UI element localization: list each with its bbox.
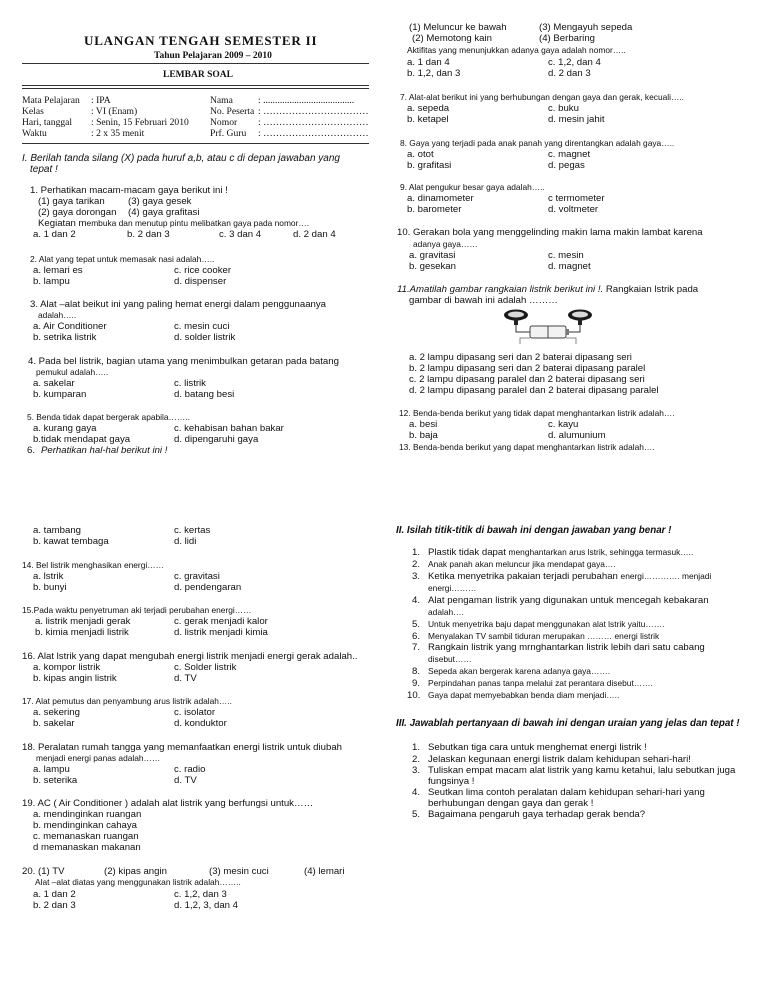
answer-option[interactable]: b. lampu	[33, 276, 70, 287]
answer-option[interactable]: a. sekering	[33, 707, 80, 718]
answer-option[interactable]: a. lampu	[33, 764, 70, 775]
essay-question: Bagaimana pengaruh gaya terhadap gerak benda?	[428, 809, 646, 820]
list-number: 4.	[412, 787, 421, 798]
section-1-heading-cont: tepat !	[30, 164, 58, 175]
answer-option[interactable]: b. baja	[409, 430, 438, 441]
answer-option[interactable]: d. dipengaruhi gaya	[174, 434, 259, 445]
info-label: Waktu	[22, 128, 47, 139]
question-stem: 16. Alat lstrik yang dapat mengubah energi listrik menjadi energi gerak adalah..	[22, 651, 358, 662]
question-stem: 8. Gaya yang terjadi pada anak panah yang direntangkan adalah gaya…..	[400, 138, 675, 148]
info-label: Mata Pelajaran	[22, 95, 80, 106]
answer-option[interactable]: b. seterika	[33, 775, 78, 786]
question-stem: 17. Alat pemutus dan penyambung arus listrik adalah…..	[22, 696, 232, 706]
answer-option[interactable]: c. kehabisan bahan bakar	[174, 423, 284, 434]
fill-in-item[interactable]: Ketika menyetrika pakaian terjadi perubahan energi…………. menjadi	[428, 571, 712, 582]
list-item: (1) gaya tarikan	[38, 196, 105, 207]
answer-option[interactable]: d. TV	[174, 775, 197, 786]
answer-option[interactable]: b. kipas angin listrik	[33, 673, 117, 684]
list-item: (4) gaya grafitasi	[128, 207, 200, 218]
answer-option[interactable]: a. lstrik	[33, 571, 64, 582]
essay-question-cont: berhubungan dengan gaya dan gerak !	[428, 798, 594, 809]
info-value: : 2 x 35 menit	[91, 128, 145, 139]
info-label: Nama	[210, 95, 233, 106]
answer-option[interactable]: d. 2 lampu dipasang paralel dan 2 baterai dipasang paralel	[409, 385, 659, 396]
lamp-left-icon	[504, 310, 528, 326]
fill-in-item-cont[interactable]: adalah….	[428, 607, 464, 617]
question-stem: 11.Amatilah gambar rangkaian listrik berikut ini !. Rangkaian lstrik pada	[397, 284, 699, 295]
fill-in-item[interactable]: Sepeda akan bergerak karena adanya gaya…….	[428, 666, 611, 676]
circuit-diagram	[480, 308, 610, 350]
answer-option[interactable]: d. pendengaran	[174, 582, 242, 593]
question-stem: 15.Pada waktu penyetruman aki terjadi perubahan energi……	[22, 605, 252, 615]
answer-option[interactable]: c. Solder listrik	[174, 662, 237, 673]
answer-option[interactable]: b. bunyi	[33, 582, 67, 593]
section-1-heading: I. Berilah tanda silang (X) pada huruf a,b, atau c di depan jawaban yang	[22, 153, 340, 164]
lamp-right-icon	[568, 310, 592, 326]
list-number: 3.	[412, 765, 421, 776]
answer-option[interactable]: c. magnet	[548, 149, 591, 160]
list-item: (2) kipas angin	[104, 866, 167, 877]
answer-option[interactable]: c. gravitasi	[174, 571, 220, 582]
question-stem: 10. Gerakan bola yang menggelinding makin lama makin lambat karena	[397, 227, 703, 238]
list-number: 1.	[412, 742, 421, 753]
question-stem: 13. Benda-benda berikut yang dapat menghantarkan listrik adalah….	[399, 442, 655, 452]
answer-option[interactable]: a. 1 dan 2	[33, 229, 76, 240]
answer-option[interactable]: a. tambang	[33, 525, 82, 536]
list-number: 2.	[412, 559, 421, 570]
question-stem: 1. Perhatikan macam-macam gaya berikut ini !	[30, 185, 228, 196]
name-field[interactable]: : ......................................	[258, 95, 355, 106]
answer-option[interactable]: c. kertas	[174, 525, 211, 536]
answer-option[interactable]: d. mesin jahit	[548, 114, 605, 125]
list-item: (3) Mengayuh sepeda	[539, 22, 633, 33]
question-stem: 12. Benda-benda berikut yang tidak dapat menghantarkan listrik adalah….	[399, 408, 675, 418]
question-stem: 2. Alat yang tepat untuk memasak nasi adalah…..	[30, 254, 215, 264]
question-stem: menjadi energi panas adalah……	[36, 753, 161, 763]
list-item: (4) Berbaring	[539, 33, 595, 44]
answer-option[interactable]: c. buku	[548, 103, 579, 114]
answer-option[interactable]: a. kompor listrik	[33, 662, 101, 673]
list-number: 5.	[412, 619, 421, 630]
question-stem: 5. Benda tidak dapat bergerak apabila……..	[27, 412, 190, 422]
answer-option[interactable]: c. 2 lampu dipasang paralel dan 2 baterai dipasang seri	[409, 374, 645, 385]
answer-option[interactable]: a. 1 dan 4	[407, 57, 450, 68]
question-stem: 4. Pada bel listrik, bagian utama yang menimbulkan getaran pada batang	[28, 356, 339, 367]
list-number: 3.	[412, 571, 421, 582]
answer-option[interactable]: c. 3 dan 4	[219, 229, 262, 240]
answer-option[interactable]: d. lidi	[174, 536, 197, 547]
list-number: 2.	[412, 754, 421, 765]
essay-question-cont: fungsinya !	[428, 776, 475, 787]
answer-option[interactable]: b. 2 dan 3	[33, 900, 76, 911]
answer-option[interactable]: d. solder listrik	[174, 332, 236, 343]
answer-option[interactable]: a. sakelar	[33, 378, 75, 389]
question-number: 6.	[27, 445, 36, 456]
list-number: 7.	[412, 642, 421, 653]
list-number: 1.	[412, 547, 421, 558]
question-stem: Aktifitas yang menunjukkan adanya gaya adalah nomor…..	[407, 45, 626, 55]
info-label: Nomor	[210, 117, 238, 128]
answer-option[interactable]: a. Air Conditioner	[33, 321, 107, 332]
question-stem: adalah…..	[38, 310, 77, 320]
section-2-heading: II. Isilah titik-titik di bawah ini dengan jawaban yang benar !	[396, 525, 672, 536]
answer-option[interactable]: a. otot	[407, 149, 434, 160]
fill-in-item[interactable]: Perpindahan panas tanpa melalui zat perantara disebut…….	[428, 678, 653, 688]
answer-option[interactable]: b. setrika listrik	[33, 332, 97, 343]
essay-question: Seutkan lima contoh peralatan dalam kehidupan sehari-hari yang	[428, 787, 705, 798]
answer-option[interactable]: d. konduktor	[174, 718, 227, 729]
info-label: Hari, tanggal	[22, 117, 73, 128]
answer-option[interactable]: a. mendinginkan ruangan	[33, 809, 142, 820]
answer-option[interactable]: a. 2 lampu dipasang seri dan 2 baterai dipasang seri	[409, 352, 632, 363]
fill-in-item[interactable]: Untuk menyetrika baju dapat menggunakan alat lstrik yaitu…….	[428, 619, 665, 629]
list-item: (2) Memotong kain	[412, 33, 492, 44]
answer-option[interactable]: c. 1,2, dan 3	[174, 889, 227, 900]
fill-in-item[interactable]: Plastik tidak dapat menghantarkan arus lstrik, sehingga termasuk…..	[428, 547, 694, 558]
answer-option[interactable]: b. ketapel	[407, 114, 449, 125]
answer-option[interactable]: c. gerak menjadi kalor	[174, 616, 268, 627]
section-3-heading: III. Jawablah pertanyaan di bawah ini dengan uraian yang jelas dan tepat !	[396, 718, 740, 729]
list-item: (1) Meluncur ke bawah	[409, 22, 507, 33]
answer-option[interactable]: a. sepeda	[407, 103, 450, 114]
list-item: (3) gaya gesek	[128, 196, 192, 207]
answer-option[interactable]: d. 2 dan 4	[293, 229, 336, 240]
question-stem: 7. Alat-alat berikut ini yang berhubungan dengan gaya dan gerak, kecuali…..	[400, 92, 685, 102]
answer-option[interactable]: d. 1,2, 3, dan 4	[174, 900, 239, 911]
answer-option[interactable]: b. kimia menjadi listrik	[35, 627, 129, 638]
answer-option[interactable]: c. radio	[174, 764, 206, 775]
answer-option[interactable]: b. gesekan	[409, 261, 456, 272]
answer-option[interactable]: c. mesin	[548, 250, 584, 261]
fill-in-item-cont[interactable]: energi………	[428, 583, 477, 593]
question-stem: gambar di bawah ini adalah ………	[409, 295, 558, 306]
answer-option[interactable]: d. voltmeter	[548, 204, 599, 215]
list-number: 4.	[412, 595, 421, 606]
answer-option[interactable]: b. barometer	[407, 204, 462, 215]
question-stem: pemukul adalah…..	[36, 367, 109, 377]
answer-option[interactable]: a. dinamometer	[407, 193, 474, 204]
fill-in-item-cont[interactable]: disebut……	[428, 654, 472, 664]
answer-option[interactable]: b. sakelar	[33, 718, 75, 729]
list-number: 8.	[412, 666, 421, 677]
answer-option[interactable]: c. 1,2, dan 4	[548, 57, 601, 68]
battery-icon	[530, 326, 569, 338]
info-label: Prf. Guru	[210, 128, 247, 139]
info-value: : IPA	[91, 95, 111, 106]
question-stem: 18. Peralatan rumah tangga yang memanfaatkan energi listrik untuk diubah	[22, 742, 342, 753]
question-stem: 9. Alat pengukur besar gaya adalah…..	[400, 182, 545, 192]
answer-option[interactable]: d. alumunium	[548, 430, 606, 441]
answer-option[interactable]: d. batang besi	[174, 389, 235, 400]
list-item: (2) gaya dorongan	[38, 207, 117, 218]
fill-in-item[interactable]: Alat pengaman listrik yang digunakan untuk mencegah kebakaran	[428, 595, 709, 606]
number-field[interactable]: : ……………………………	[258, 117, 369, 128]
list-number: 9.	[412, 678, 421, 689]
participant-number-field[interactable]: : ……………………………	[258, 106, 369, 117]
answer-option[interactable]: b. kawat tembaga	[33, 536, 109, 547]
answer-option[interactable]: d. magnet	[548, 261, 591, 272]
answer-option[interactable]: d. pegas	[548, 160, 585, 171]
answer-option[interactable]: d memanaskan makanan	[33, 842, 141, 853]
answer-option[interactable]: c. mesin cuci	[174, 321, 230, 332]
question-stem: Alat –alat diatas yang menggunakan listrik adalah……..	[35, 877, 241, 887]
list-item: (4) lemari	[304, 866, 345, 877]
answer-option[interactable]: b.tidak mendapat gaya	[33, 434, 131, 445]
answer-option[interactable]: b. grafitasi	[407, 160, 452, 171]
question-stem: Kegiatan membuka dan menutup pintu melibatkan gaya pada nomor….	[38, 218, 310, 229]
teacher-field[interactable]: : ……………………………	[258, 128, 369, 139]
answer-option[interactable]: c termometer	[548, 193, 605, 204]
question-stem: 19. AC ( Air Conditioner ) adalah alat listrik yang berfungsi untuk……	[22, 798, 314, 809]
exam-title: ULANGAN TENGAH SEMESTER II	[84, 33, 318, 48]
fill-in-item[interactable]: Menyalakan TV sambil tiduran merupakan ……… energi listrik	[428, 631, 660, 641]
list-number: 10.	[407, 690, 421, 701]
answer-option[interactable]: b. mendinginkan cahaya	[33, 820, 138, 831]
answer-option[interactable]: c. memanaskan ruangan	[33, 831, 139, 842]
answer-option[interactable]: d. listrik menjadi kimia	[174, 627, 268, 638]
fill-in-item[interactable]: Rangkain listrik yang mrnghantarkan listrik lebih dari satu cabang	[428, 642, 705, 653]
essay-question: Jelaskan kegunaan energi listrik dalam kehidupan sehari-hari!	[428, 754, 691, 765]
list-item: 20. (1) TV	[22, 866, 65, 877]
answer-option[interactable]: d. 2 dan 3	[548, 68, 591, 79]
fill-in-item[interactable]: Anak panah akan meluncur jika mendapat gaya….	[428, 559, 616, 569]
answer-option[interactable]: b. 2 dan 3	[127, 229, 170, 240]
sheet-label: LEMBAR SOAL	[163, 70, 233, 80]
info-value: : Senin, 15 Februari 2010	[91, 117, 189, 128]
question-stem: Perhatikan hal-hal berikut ini !	[41, 445, 168, 456]
info-value: : VI (Enam)	[91, 106, 138, 117]
answer-option[interactable]: b. kumparan	[33, 389, 87, 400]
question-stem: adanya gaya……	[413, 239, 478, 249]
answer-option[interactable]: b. 1,2, dan 3	[407, 68, 461, 79]
list-number: 6.	[412, 631, 421, 642]
answer-option[interactable]: b. 2 lampu dipasang seri dan 2 baterai dipasang paralel	[409, 363, 646, 374]
question-stem: 14. Bel listrik menghasikan energi……	[22, 560, 164, 570]
answer-option[interactable]: d. dispenser	[174, 276, 227, 287]
info-label: No. Peserta	[210, 106, 255, 117]
academic-year: Tahun Pelajaran 2009 – 2010	[154, 51, 272, 61]
answer-option[interactable]: a. kurang gaya	[33, 423, 97, 434]
answer-option[interactable]: a. listrik menjadi gerak	[35, 616, 131, 627]
fill-in-item[interactable]: Gaya dapat memyebabkan benda diam menjadi…..	[428, 690, 620, 700]
answer-option[interactable]: c. kayu	[548, 419, 579, 430]
question-stem: 3. Alat –alat beikut ini yang paling hemat energi dalam penggunaanya	[30, 299, 327, 310]
info-label: Kelas	[22, 106, 44, 117]
essay-question: Sebutkan tiga cara untuk menghemat energi listrik !	[428, 742, 647, 753]
essay-question: Tuliskan empat macam alat listrik yang kamu ketahui, lalu sebutkan juga	[428, 765, 736, 776]
answer-option[interactable]: a. gravitasi	[409, 250, 456, 261]
list-item: (3) mesin cuci	[209, 866, 269, 877]
answer-option[interactable]: a. besi	[409, 419, 438, 430]
list-number: 5.	[412, 809, 421, 820]
answer-option[interactable]: c. listrik	[174, 378, 206, 389]
answer-option[interactable]: c. isolator	[174, 707, 216, 718]
answer-option[interactable]: c. rice cooker	[174, 265, 232, 276]
answer-option[interactable]: a. 1 dan 2	[33, 889, 76, 900]
answer-option[interactable]: d. TV	[174, 673, 197, 684]
answer-option[interactable]: a. lemari es	[33, 265, 83, 276]
